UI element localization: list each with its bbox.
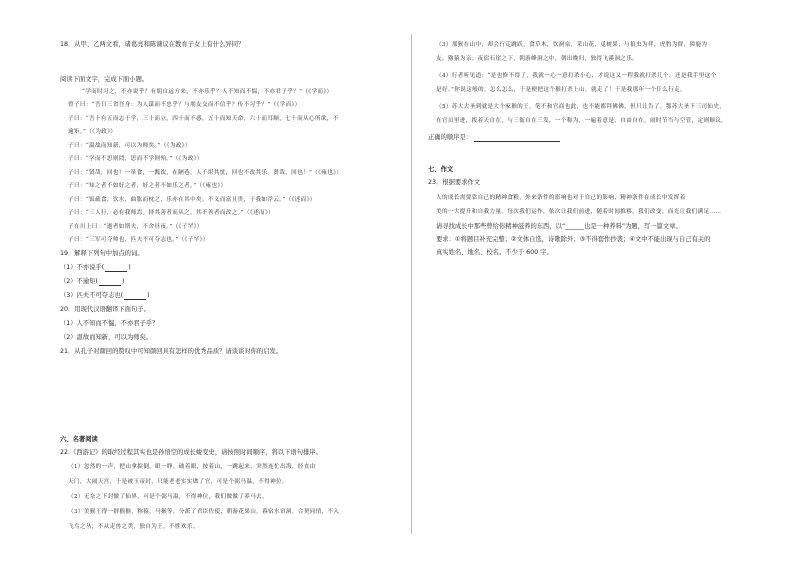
passage-line: 子曰：“贤哉，回也！一箪食，一瓢饮，在陋巷，人不堪其忧，回也不改其乐。贤哉，回也！”（《雍也》） [68, 170, 343, 176]
q19-item-3 [60, 292, 150, 300]
q22-item-4: （4）行者听见道：“是也修不得了，我就一心一意打杀小心，才说这又一程我就打杀几个，还是我手里这个 [436, 73, 717, 79]
question-19: 19．解释下列句中加点的词。 [60, 250, 144, 257]
passage-line: 曾子曰：“吾日三省吾身：为人谋而不忠乎？与朋友交而不信乎？传不习乎？”（《学而》） [68, 102, 301, 108]
q19-item-1 [60, 264, 131, 272]
q22-item: 天门，大闹天宫，于是被玉帝封，只能老老实实做了官，可是个弼马温，不得神位。 [68, 479, 288, 485]
q19-close-paren: ) [128, 264, 131, 271]
essay-prompt-line: 人的成长需要靠自己的精神食粮，外来条件的影响也对于自己的影响，精神条件在成长中发挥着 [436, 195, 686, 201]
q22-item-5-cont: 在官员里进，拨着天自在，与三衙自在三发，一个称为，一遍着意是，自由自在。闹时节当与空管，定则顺议。 [436, 118, 728, 124]
passage-line: “学而时习之，不亦说乎？有朋自远方来，不亦乐乎？人不知而不愠，不亦君子乎？”（《学而》） [82, 89, 333, 95]
order-label: 正确的顺序是： [428, 134, 473, 141]
passage-line: 子曰：“学而不思则罔，思而不学则殆。”（《为政》） [68, 156, 203, 162]
passage-line: 子曰：“温故而知新，可以为师矣。”（《为政》） [68, 143, 191, 149]
passage-line: 子曰：“饭疏食，饮水，曲肱而枕之，乐亦在其中矣。不义而富且贵，于我如浮云。”（《述而》） [68, 197, 316, 203]
answer-blank[interactable] [99, 279, 121, 286]
essay-requirements: 要求：①将题目补充完整；②文体自选，诗歌除外；③不得套作抄袭；④文中不能出现与自己有关的 [436, 236, 711, 243]
q22-item-3: （3）那猴在山中，却会行走跳跃，食草木，饮涧泉，采山花，觅树果；与狼虫为伴，虎豹为群，獐鹿为 [436, 42, 708, 48]
q19-close-paren: ) [121, 278, 125, 285]
q20-item-1: （1）人不知而不愠，不亦君子乎？ [60, 320, 159, 327]
passage-line: 子曰：“吾十有五而志于学，三十而立，四十而不惑，五十而知天命，六十而耳顺，七十而从心所欲，不 [68, 116, 339, 122]
question-18: 18．从甲、乙两文看，诸葛亮和陈谏议在教育子女上有什么异同？ [60, 41, 245, 48]
q22-item: 飞鸟之丛，不从走兽之类，独自为王，不胜欢乐。 [68, 524, 199, 530]
essay-prompt-line: 美的一大提升和自我力量。每次我们运作，依次让我们前进，随着时间推移，我们改变，而光让我们满足…… [436, 209, 722, 215]
q20-item-2: （2）温故而知新，可以为师矣。 [60, 334, 153, 341]
q22-item-5: （5）苏大大圣到就是大个家猴的王，笔不和官商也此，也不能都拜佛佛，但只让告了。鄂苏大圣下三司仙史， [436, 104, 726, 110]
column-divider [411, 34, 412, 534]
q19-item-2 [60, 278, 124, 286]
answer-blank[interactable] [124, 293, 146, 300]
q19-item-text: （1）不亦说乎( [60, 264, 105, 271]
passage-line: 子曰：“三人行，必有我师焉。择其善者而从之，其不善者而改之。”（《述而》） [68, 210, 275, 216]
q22-item-3-cont: 友，猕猿为亲；夜宿石崖之下，朝游峰洞之中，朝出晚归，独得飞溪洞之乐。 [436, 56, 639, 62]
question-22: 22.《西游记》的取经过程其实也是孙悟空的成长蜕变史，请按照时间顺序，将以下语句排序。 [60, 449, 322, 456]
essay-task: 请寻找成长中那些曾给你精神滋养的东西，以“______也是一种养料”为题，写一篇文章。 [436, 223, 682, 230]
passage-line: 逾矩。”（《为政》） [68, 129, 117, 135]
passage-line: 子在川上曰：“逝者如斯夫，不舍昼夜。”（《子罕》） [68, 224, 203, 230]
passage-line: 子曰：“知之者不如好之者，好之者不如乐之者。”（《雍也》） [68, 183, 227, 189]
question-23: 23．根据要求作文 [428, 179, 481, 186]
reading-intro: 阅读下面文字，完成下面小题。 [60, 76, 149, 83]
order-answer-line [428, 134, 560, 142]
q22-item-4-cont: 是好。”你说这般的，怎么怎么，于是便把这个猴打杀上山，就走了！于是我那年一个什么行走。 [436, 87, 687, 93]
section-7-heading: 七、作文 [428, 166, 454, 173]
section-6-heading: 六、名著阅读 [60, 436, 98, 443]
essay-requirements-cont: 真实姓名、地名、校名。不少于 600 字。 [436, 249, 553, 256]
q19-item-text: （3）匹夫不可夺志也( [60, 292, 124, 299]
question-21: 21．从孔子对颜回的赞叹中可知颜回具有怎样的优秀品质？请谈谈对你的启发。 [60, 348, 283, 355]
q19-close-paren: ) [147, 292, 150, 299]
passage-line: 子曰：“三军可夺帅也，匹夫不可夺志也。”（《子罕》） [68, 237, 209, 243]
q22-item: （3）美猴王得一群猴猴，称猿，马猴等，分派了君臣佐使，朝游花果山，暮宿水帘洞，合契同情，不入 [68, 509, 340, 515]
question-20: 20．用现代汉语翻译下面句子。 [60, 306, 150, 313]
q22-item: （1）忽然的一声，把山拿捩倒。眼一睁，破着眼，按着山，一跳起来，突然连忙出海，经直由 [68, 464, 316, 470]
q22-item: （2）无奈之下封做了仙界，可是个弼马温，不得神位，我们做做了养马去。 [68, 494, 269, 500]
answer-blank[interactable] [105, 265, 127, 272]
q19-item-text: （2）不逾矩( [60, 278, 98, 285]
order-answer-blank[interactable] [474, 135, 560, 142]
